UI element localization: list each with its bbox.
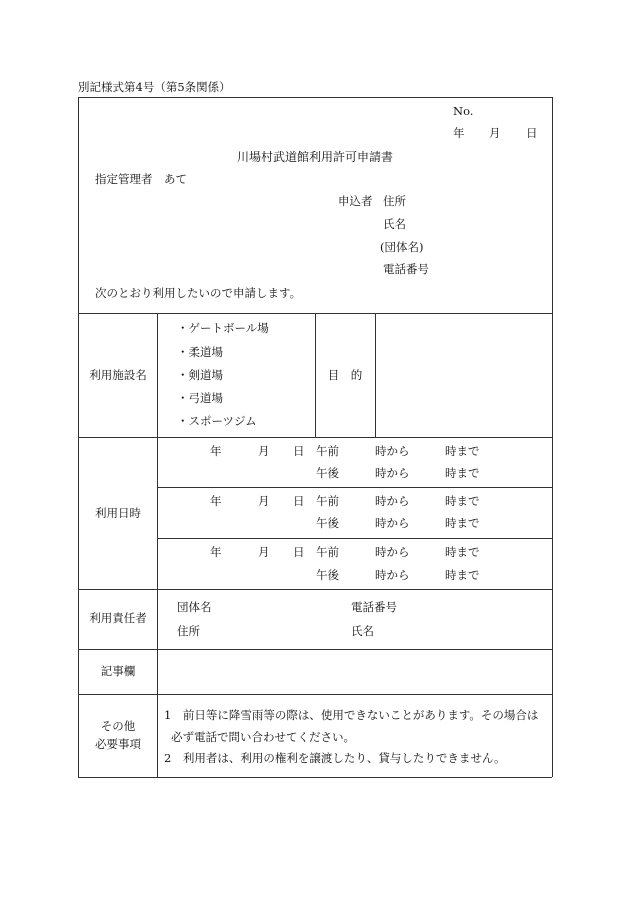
other-label-line1: その他 — [100, 719, 136, 733]
date-day-label: 日 — [526, 126, 538, 140]
facility-option-judo: ・柔道場 — [177, 345, 223, 359]
facility-option-gym: ・スポーツジム — [177, 414, 257, 428]
schedule-am: 午前 — [316, 545, 339, 559]
date-year-label: 年 — [453, 126, 465, 140]
schedule-day: 日 — [293, 494, 305, 508]
schedule-pm: 午後 — [316, 568, 339, 582]
applicant-phone-label: 電話番号 — [383, 262, 429, 276]
schedule-from: 時から — [375, 568, 410, 582]
schedule-am: 午前 — [316, 494, 339, 508]
applicant-address-label: 住所 — [383, 194, 406, 208]
schedule-label: 利用日時 — [95, 506, 141, 520]
note-1-line-1: 1 前日等に降雪雨等の際は、使用できないことがあります。その場合は — [164, 708, 539, 722]
responsible-label: 利用責任者 — [89, 611, 147, 625]
facility-label: 利用施設名 — [89, 368, 147, 382]
schedule-year: 年 — [210, 494, 222, 508]
request-text: 次のとおり利用したいので申請します。 — [95, 286, 302, 300]
schedule-day: 日 — [293, 444, 305, 458]
schedule-until: 時まで — [445, 444, 480, 458]
applicant-group-label: (団体名) — [380, 240, 424, 254]
note-1-line-2: 必ず電話で問い合わせてください。 — [171, 730, 355, 744]
form-designation: 別記様式第4号（第5条関係） — [78, 80, 231, 94]
addressee: 指定管理者 あて — [95, 172, 187, 186]
responsible-address-label: 住所 — [177, 624, 200, 638]
purpose-label: 目 的 — [327, 368, 363, 382]
schedule-from: 時から — [375, 494, 410, 508]
schedule-year: 年 — [210, 545, 222, 559]
other-label-line2: 必要事項 — [95, 737, 141, 751]
note-2: 2 利用者は、利用の権利を譲渡したり、貸与したりできません。 — [164, 751, 506, 765]
schedule-from: 時から — [375, 516, 410, 530]
responsible-name-label: 氏名 — [351, 624, 374, 638]
schedule-from: 時から — [375, 545, 410, 559]
schedule-until: 時まで — [445, 568, 480, 582]
schedule-until: 時まで — [445, 545, 480, 559]
schedule-month: 月 — [258, 444, 270, 458]
schedule-month: 月 — [258, 494, 270, 508]
responsible-group-label: 団体名 — [177, 600, 212, 614]
schedule-from: 時から — [375, 466, 410, 480]
schedule-pm: 午後 — [316, 516, 339, 530]
schedule-month: 月 — [258, 545, 270, 559]
schedule-am: 午前 — [316, 444, 339, 458]
responsible-phone-label: 電話番号 — [351, 600, 397, 614]
applicant-name-label: 氏名 — [383, 217, 406, 231]
schedule-until: 時まで — [445, 516, 480, 530]
schedule-until: 時まで — [445, 494, 480, 508]
number-label: No. — [453, 104, 474, 118]
schedule-pm: 午後 — [316, 466, 339, 480]
facility-option-kendo: ・剣道場 — [177, 368, 223, 382]
date-month-label: 月 — [489, 126, 501, 140]
facility-option-kyudo: ・弓道場 — [177, 391, 223, 405]
facility-option-gateball: ・ゲートボール場 — [177, 321, 269, 335]
applicant-label: 申込者 — [338, 194, 373, 208]
remarks-label: 記事欄 — [100, 664, 136, 678]
page-title: 川場村武道館利用許可申請書 — [236, 150, 394, 164]
schedule-until: 時まで — [445, 466, 480, 480]
schedule-year: 年 — [210, 444, 222, 458]
schedule-from: 時から — [375, 444, 410, 458]
schedule-day: 日 — [293, 545, 305, 559]
